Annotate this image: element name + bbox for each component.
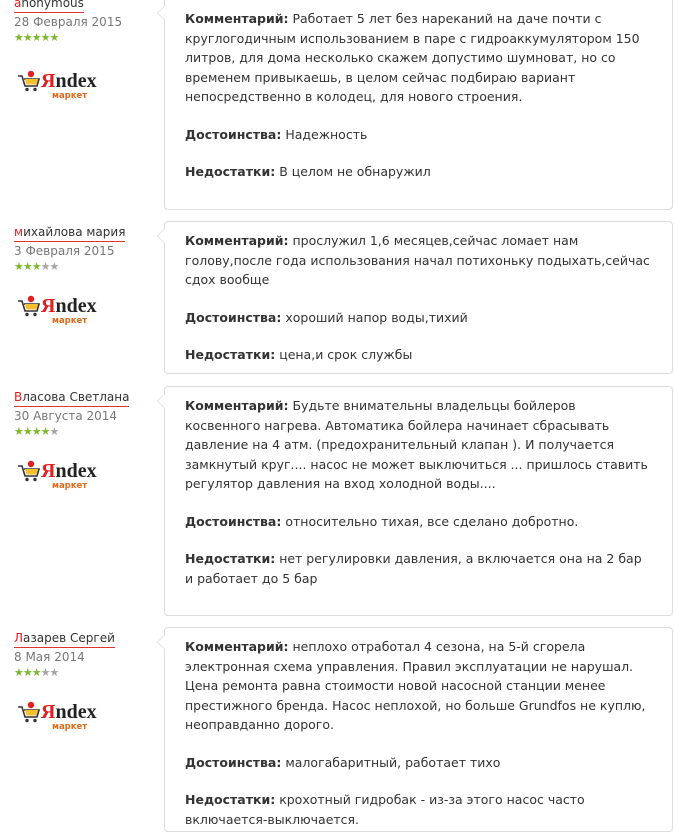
shopping-cart-icon — [18, 461, 39, 481]
bubble-arrow — [157, 393, 165, 409]
review-bubble — [164, 0, 673, 210]
star-empty-icon: ★ — [49, 425, 59, 438]
market-wordmark: маркет — [52, 722, 88, 732]
author-rest: азарев Сергей — [23, 631, 115, 645]
pros-text: малогабаритный, работает тихо — [285, 754, 501, 770]
review-comment — [185, 637, 652, 735]
yandex-wordmark: Яndex — [41, 70, 97, 92]
bubble-arrow — [157, 228, 165, 244]
shopping-cart-icon — [18, 702, 39, 722]
comment-label: Комментарий: — [185, 398, 289, 413]
author-rest: ихайлова мария — [23, 225, 126, 239]
cons-label: Недостатки: — [185, 792, 276, 807]
star-filled-icon: ★ — [49, 31, 59, 44]
yandex-market-logo — [17, 68, 97, 102]
pros-label: Достоинства: — [185, 754, 282, 770]
review-bubble — [164, 221, 673, 374]
review-comment — [185, 396, 652, 494]
pros-label: Достоинства: — [185, 513, 282, 529]
yandex-wordmark: Яndex — [41, 460, 97, 482]
star-filled-icon: ★ — [14, 260, 23, 273]
yandex-market-logo — [17, 458, 97, 492]
review-author-column — [14, 627, 154, 732]
author-rest: ласова Светлана — [22, 390, 130, 404]
author-link[interactable] — [14, 225, 125, 242]
review-cons — [185, 549, 652, 588]
review-date: 3 Февраля 2015 — [14, 244, 115, 258]
review-cons — [185, 162, 652, 182]
review-date: 30 Августа 2014 — [14, 409, 118, 423]
review-cons — [185, 790, 652, 829]
yandex-market-logo — [17, 699, 97, 733]
star-rating — [14, 261, 154, 273]
author-link[interactable] — [14, 390, 129, 407]
pros-text: относительно тихая, все сделано добротно. — [285, 513, 579, 529]
author-initial: В — [14, 390, 23, 404]
review-comment — [185, 9, 652, 107]
cons-text: нет регулировки давления, а включается она на 2 бар и работает до 5 бар — [185, 551, 642, 586]
star-filled-icon: ★ — [22, 425, 32, 438]
author-initial: a — [14, 0, 22, 10]
star-rating — [14, 426, 154, 438]
comment-text: неплохо отработал 4 сезона, на 5-й сгорела электронная схема управления. Правил эксплуатации не нарушал. Цена ремонта равна стоимости новой насосной станции менее престижного бренда. Насос неплохой, но больше Grundfos не куплю, неоправданно дорого. — [185, 639, 646, 732]
star-filled-icon: ★ — [22, 260, 32, 273]
comment-text: Работает 5 лет без нареканий на даче почти с круглогодичным использованием в паре с гидроаккумулятором 150 литров, для дома несколько скажем допустимо шумноват, но со временем привыкаешь, в целом сейчас подбираю вариант непосредственно в колодец, для нового строения. — [185, 11, 640, 104]
market-wordmark: маркет — [52, 481, 88, 491]
cons-text: В целом не обнаружил — [279, 164, 431, 179]
review-author-column — [14, 221, 154, 326]
yandex-wordmark: Яndex — [41, 295, 97, 317]
star-filled-icon: ★ — [22, 31, 32, 44]
review-item — [0, 386, 675, 618]
star-empty-icon: ★ — [40, 666, 50, 679]
cons-label: Недостатки: — [185, 164, 276, 179]
star-rating — [14, 667, 154, 679]
review-author-column — [14, 0, 154, 101]
comment-label: Комментарий: — [185, 639, 289, 654]
review-cons — [185, 345, 652, 365]
bubble-arrow — [157, 634, 165, 650]
star-filled-icon: ★ — [14, 425, 23, 438]
shopping-cart-icon — [18, 296, 39, 316]
review-author-column — [14, 386, 154, 491]
star-filled-icon: ★ — [31, 666, 41, 679]
yandex-wordmark: Яndex — [41, 701, 97, 723]
pros-label: Достоинства: — [185, 309, 282, 325]
review-date: 8 Мая 2014 — [14, 650, 85, 664]
review-bubble — [164, 627, 673, 832]
review-date: 28 Февраля 2015 — [14, 15, 123, 29]
star-filled-icon: ★ — [40, 31, 50, 44]
author-initial: Л — [14, 631, 24, 645]
author-initial: м — [14, 225, 24, 239]
star-filled-icon: ★ — [31, 260, 41, 273]
comment-text: Будьте внимательны владельцы бойлеров косвенного нагрева. Автоматика бойлера начинает сбрасывать давление на 4 атм. (предохранительный клапан ). И получается замкнутый круг.... насос не может выключиться ... пришлось ставить регулятор давления на вход холодной воды.... — [185, 398, 648, 491]
star-empty-icon: ★ — [40, 260, 50, 273]
cons-text: крохотный гидробак - из-за этого насос часто включается-выключается. — [185, 792, 585, 827]
cons-label: Недостатки: — [185, 347, 276, 362]
star-filled-icon: ★ — [31, 425, 41, 438]
market-wordmark: маркет — [52, 316, 88, 326]
market-wordmark: маркет — [52, 91, 88, 101]
review-bubble — [164, 386, 673, 616]
star-filled-icon: ★ — [31, 31, 41, 44]
author-rest: nonymous — [21, 0, 84, 10]
review-item — [0, 627, 675, 827]
author-link[interactable] — [14, 0, 84, 13]
review-pros — [185, 125, 652, 145]
star-rating — [14, 32, 154, 44]
comment-text: прослужил 1,6 месяцев,сейчас ломает нам голову,после года использования начал потихоньку подыхать,сейчас сдох вообще — [185, 233, 650, 287]
star-empty-icon: ★ — [49, 666, 59, 679]
shopping-cart-icon — [18, 71, 39, 91]
star-empty-icon: ★ — [49, 260, 59, 273]
star-filled-icon: ★ — [22, 666, 32, 679]
star-filled-icon: ★ — [14, 666, 23, 679]
author-link[interactable] — [14, 631, 115, 648]
comment-label: Комментарий: — [185, 11, 289, 26]
review-pros — [185, 308, 652, 328]
comment-label: Комментарий: — [185, 233, 289, 248]
review-item — [0, 221, 675, 376]
pros-text: Надежность — [285, 126, 368, 142]
star-filled-icon: ★ — [40, 425, 50, 438]
cons-label: Недостатки: — [185, 551, 276, 566]
review-item — [0, 0, 675, 207]
bubble-arrow — [157, 5, 165, 21]
pros-text: хороший напор воды,тихий — [285, 309, 468, 325]
pros-label: Достоинства: — [185, 126, 282, 142]
review-pros — [185, 512, 652, 532]
cons-text: цена,и срок службы — [279, 347, 413, 362]
review-comment — [185, 231, 652, 290]
star-filled-icon: ★ — [14, 31, 23, 44]
review-pros — [185, 753, 652, 773]
yandex-market-logo — [17, 293, 97, 327]
